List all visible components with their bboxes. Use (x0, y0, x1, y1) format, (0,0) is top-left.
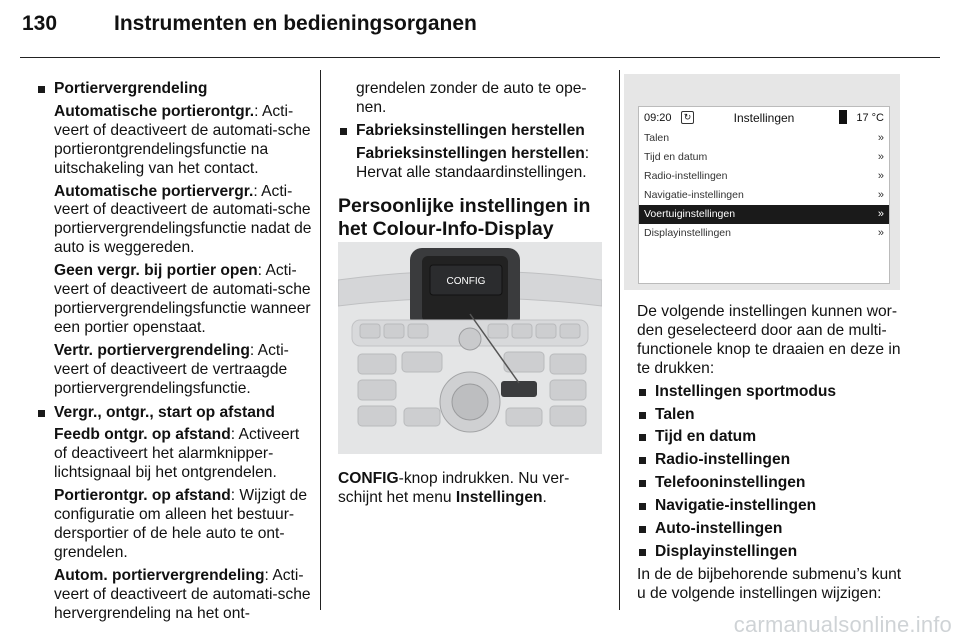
text: : Acti-veert of deactiveert de automati-sche hervergrendeling na het ont- (54, 566, 311, 622)
bullet-heading: Vergr., ontgr., start op afstand (36, 404, 316, 423)
column-2 (338, 80, 604, 241)
paragraph (36, 426, 316, 483)
settings-screen-figure (624, 74, 900, 290)
page-header (22, 12, 477, 36)
paragraph (36, 487, 316, 563)
text: : Acti-veert of deactiveert de automati-sche portiervergrendelingsfunctie wanneer een portier openstaat. (54, 262, 311, 336)
chevron-right-icon: » (877, 170, 884, 182)
text: : Hervat alle standaardinstellingen. (356, 144, 590, 181)
paragraph (36, 183, 316, 259)
page-title: Instrumenten en bedieningsorganen (114, 12, 477, 35)
term: CONFIG (338, 470, 399, 487)
paragraph (36, 342, 316, 399)
paragraph (36, 567, 316, 624)
menu-item[interactable] (639, 224, 889, 243)
chevron-right-icon: » (877, 208, 884, 220)
list-item: Talen (637, 406, 907, 425)
text: . (542, 488, 547, 506)
screen-temp: 17 °C (856, 112, 884, 124)
chevron-right-icon: » (877, 189, 884, 201)
menu-item-label: Voertuiginstellingen (644, 208, 736, 220)
screen-title: Instellingen (733, 111, 795, 125)
config-label: CONFIG (446, 276, 486, 287)
chevron-right-icon: » (877, 227, 884, 239)
settings-screen (638, 106, 890, 284)
caption-text (338, 470, 604, 508)
term: Autom. portiervergrendeling (54, 566, 265, 584)
text: : Acti-veert of deactiveert de automati-sche portierontgrendelingsfunctie na uitschakeling van het contact. (54, 102, 311, 177)
outro-paragraph: In de de bijbehorende submenu’s kunt u de volgende instellingen wijzigen: (637, 565, 902, 602)
text: : Acti-veert of deactiveert de automati-sche portiervergrendelingsfunctie nadat de auto is weggereden. (54, 182, 312, 257)
term: Feedb ontgr. op afstand (54, 426, 231, 444)
menu-item[interactable] (639, 167, 889, 186)
list-item: Telefooninstellingen (637, 474, 907, 493)
list-item: Navigatie-instellingen (637, 497, 907, 516)
column-3 (637, 303, 907, 604)
chevron-right-icon: » (877, 132, 884, 144)
paragraph (338, 145, 604, 183)
term: Automatische portierontgr. (54, 102, 255, 120)
text: -knop indrukken. Nu ver-schijnt het menu (338, 470, 570, 506)
text: : Activeert of deactiveert het alarmknipper-lichtsignaal bij het ontgrendelen. (54, 426, 300, 482)
bullet-heading: Portiervergrendeling (36, 80, 316, 99)
column-divider-2 (619, 70, 620, 610)
menu-item-label: Radio-instellingen (644, 170, 728, 182)
bullet-heading: Fabrieksinstellingen herstellen (338, 122, 604, 141)
page-number: 130 (22, 12, 58, 35)
menu-item[interactable] (639, 148, 889, 167)
screen-time: 09:20 (644, 112, 672, 124)
figure-caption (338, 470, 604, 508)
term: Portierontgr. op afstand (54, 487, 231, 505)
list-item: Tijd en datum (637, 428, 907, 447)
menu-item-label: Talen (644, 132, 670, 144)
list-item: Radio-instellingen (637, 451, 907, 470)
menu-item[interactable] (639, 186, 889, 205)
term: Fabrieksinstellingen herstellen (356, 144, 585, 162)
column-1 (36, 80, 316, 623)
screen-topbar (639, 107, 889, 129)
header-rule (20, 57, 940, 58)
intro-paragraph: De volgende instellingen kunnen wor-den geselecteerd door aan de multi-functionele knop te draaien en deze in te drukken: (637, 303, 901, 377)
term: Vertr. portiervergrendeling (54, 341, 250, 359)
watermark: carmanualsonline.info (733, 612, 952, 637)
menu-item[interactable] (639, 129, 889, 148)
console-figure (338, 242, 602, 454)
paragraph (36, 103, 316, 179)
paragraph (36, 262, 316, 338)
console-illustration (338, 242, 602, 454)
menu-item-label: Navigatie-instellingen (644, 189, 744, 201)
phone-icon (839, 110, 847, 124)
menu-item-selected[interactable] (639, 205, 889, 224)
list-item: Auto-instellingen (637, 520, 907, 539)
list-item: Instellingen sportmodus (637, 383, 907, 402)
chevron-right-icon: » (877, 151, 884, 163)
text: : Wijzigt de configuratie om alleen het bestuur-dersportier of de hele auto te ont-grendelen. (54, 487, 308, 561)
menu-item-label: Tijd en datum (644, 151, 708, 163)
term: Geen vergr. bij portier open (54, 262, 258, 280)
refresh-icon: ↻ (681, 111, 694, 124)
column-divider-1 (320, 70, 321, 610)
list-item: Displayinstellingen (637, 543, 907, 562)
term: Automatische portiervergr. (54, 182, 254, 200)
term: Instellingen (455, 488, 543, 506)
paragraph: grendelen zonder de auto te ope-nen. (356, 80, 587, 116)
text: : Acti-veert of deactiveert de vertraagde portiervergrendelingsfunctie. (54, 341, 289, 397)
section-heading: Persoonlijke instellingen in het Colour-Info-Display (338, 194, 591, 240)
menu-item-label: Displayinstellingen (644, 227, 731, 239)
